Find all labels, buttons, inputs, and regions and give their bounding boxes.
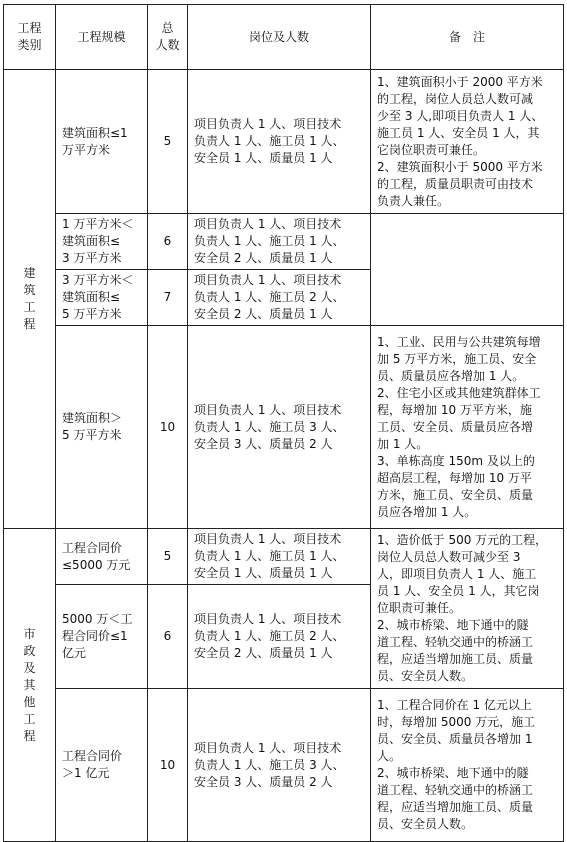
total-cell: 5: [148, 529, 188, 585]
table-row: [4, 689, 564, 842]
table-row: [4, 326, 564, 529]
header-posts: 岗位及人数: [188, 5, 371, 70]
posts-cell: 项目负责人 1 人、项目技术 负责人 1 人、施工员 3 人、 安全员 3 人、质量员 2 人: [188, 326, 371, 529]
posts-cell: 项目负责人 1 人、项目技术 负责人 1 人、施工员 3 人、 安全员 3 人、质量员 2 人: [188, 689, 371, 842]
staffing-table: [3, 4, 564, 842]
remark-cell: 1、工程合同价在 1 亿元以上 时，每增加 5000 万元，施工 员、安全员、质量员各增加 1 人。 2、城市桥梁、地下通中的隧 道工程、轻轨交通中的桥涵工 程，应适当增加施工员、质量 员、安全员人数。: [371, 689, 564, 842]
total-cell: 10: [148, 689, 188, 842]
total-cell: 7: [148, 270, 188, 326]
header-row: [4, 5, 564, 70]
header-category: 工程 类别: [4, 5, 56, 70]
header-total: 总 人数: [148, 5, 188, 70]
scale-cell: 1 万平方米＜ 建筑面积≤ 3 万平方米: [56, 214, 148, 270]
remark-cell: 1、造价低于 500 万元的工程， 岗位人员总人数可减少至 3 人，即项目负责人 1 人、施工 员 1 人、安全员 1 人，其它岗 位职责可兼任。 2、城市桥梁、地下通中的隧 道工程、轻轨交通中的桥涵工 程，应适当增加施工员、质量 员、安全员人数。: [371, 529, 564, 689]
scale-cell: 3 万平方米＜ 建筑面积≤ 5 万平方米: [56, 270, 148, 326]
category-municipal: 市 政 及 其 他 工 程: [4, 529, 56, 842]
posts-cell: 项目负责人 1 人、项目技术 负责人 1 人、施工员 1 人、 安全员 1 人、质量员 1 人: [188, 529, 371, 585]
table-row: [4, 529, 564, 585]
scale-cell: 5000 万＜工 程合同价≤1 亿元: [56, 585, 148, 689]
remark-cell-empty: [371, 214, 564, 326]
category-building: 建 筑 工 程: [4, 70, 56, 529]
posts-cell: 项目负责人 1 人、项目技术 负责人 1 人、施工员 2 人、 安全员 2 人、质量员 1 人: [188, 585, 371, 689]
table-row: [4, 70, 564, 214]
total-cell: 5: [148, 70, 188, 214]
remark-cell: 1、建筑面积小于 2000 平方米 的工程，岗位人员总人数可减 少至 3 人,即项目负责人 1 人、 施工员 1 人、安全员 1 人，其 它岗位职责可兼任。 2、建筑面积小于 5000 平方米 的工程，质量员职责可由技术 负责人兼任。: [371, 70, 564, 214]
scale-cell: 工程合同价 ＞1 亿元: [56, 689, 148, 842]
scale-cell: 建筑面积≤1 万平方米: [56, 70, 148, 214]
remark-cell: 1、工业、民用与公共建筑每增 加 5 万平方米，施工员、安全 员、质量员应各增加 1 人。 2、住宅小区或其他建筑群体工 程，每增加 10 万平方米，施 工员、安全员、质量员应各增 加 1 人。 3、单栋高度 150m 及以上的 超高层工程，每增加 10 万平 方米，施工员、安全员、质量 员应各增加 1 人。: [371, 326, 564, 529]
total-cell: 6: [148, 585, 188, 689]
table-row: [4, 214, 564, 270]
total-cell: 6: [148, 214, 188, 270]
header-remarks: 备 注: [371, 5, 564, 70]
header-scale: 工程规模: [56, 5, 148, 70]
scale-cell: 建筑面积＞ 5 万平方米: [56, 326, 148, 529]
posts-cell: 项目负责人 1 人、项目技术 负责人 1 人、施工员 2 人、 安全员 2 人、质量员 1 人: [188, 270, 371, 326]
posts-cell: 项目负责人 1 人、项目技术 负责人 1 人、施工员 1 人、 安全员 2 人、质量员 1 人: [188, 214, 371, 270]
total-cell: 10: [148, 326, 188, 529]
scale-cell: 工程合同价 ≤5000 万元: [56, 529, 148, 585]
posts-cell: 项目负责人 1 人、项目技术 负责人 1 人、施工员 1 人、 安全员 1 人、质量员 1 人: [188, 70, 371, 214]
